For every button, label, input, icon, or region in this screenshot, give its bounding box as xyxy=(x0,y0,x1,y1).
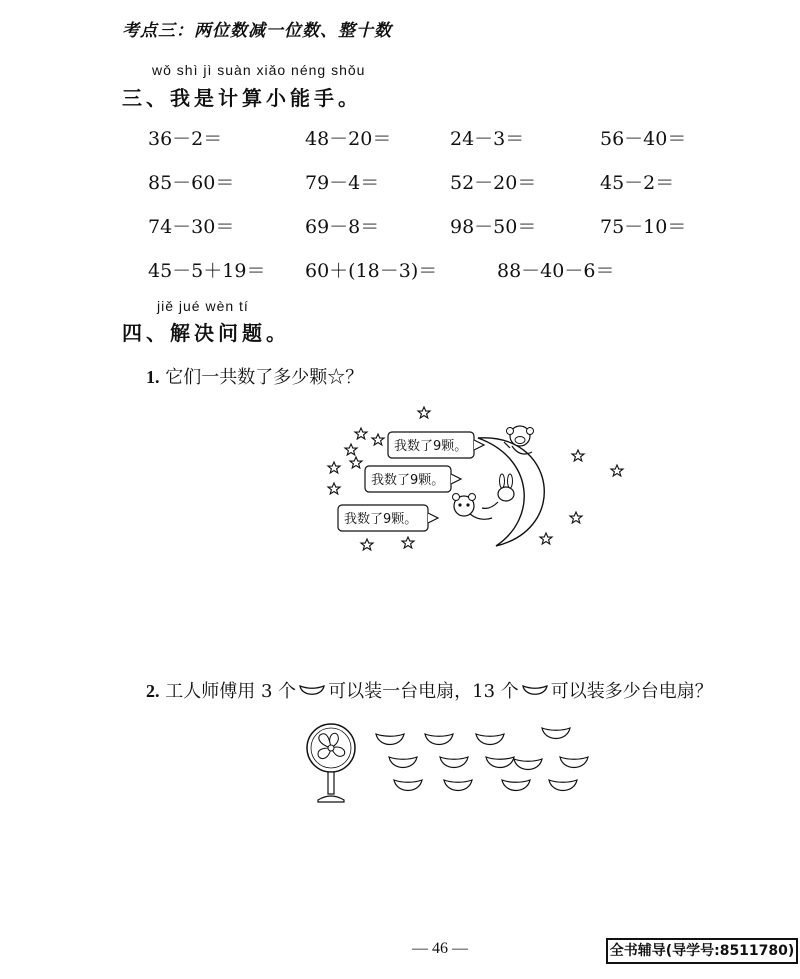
electric-fan-icon xyxy=(307,724,355,802)
equation: 69－8＝ xyxy=(305,216,380,238)
speech-bubble xyxy=(365,466,461,492)
question-text: 它们一共数了多少颗☆？ xyxy=(165,367,364,388)
fan-blade-icon xyxy=(394,780,422,791)
fan-blade-icon xyxy=(549,780,577,791)
equation: 74－30＝ xyxy=(148,216,235,238)
bear-icon xyxy=(453,494,493,520)
equation: 24－3＝ xyxy=(450,128,525,150)
rabbit-icon xyxy=(482,474,514,508)
fan-blade-icon xyxy=(440,757,468,768)
equation: 60＋(18－3)＝ xyxy=(305,260,438,282)
star-icon xyxy=(350,457,362,468)
question-text-part1: 工人师傅用 3 个 xyxy=(165,681,297,702)
question-2 xyxy=(146,677,713,703)
stars-moon-illustration xyxy=(320,398,640,558)
fan-blades-illustration xyxy=(296,720,616,810)
star-icon xyxy=(372,434,384,445)
page-number: — 46 — xyxy=(412,940,468,957)
star-icon xyxy=(402,537,414,548)
speech-bubble xyxy=(388,432,484,458)
fan-blade-icon xyxy=(476,734,504,745)
fan-blade-icon xyxy=(298,683,326,699)
equation: 36－2＝ xyxy=(148,128,223,150)
speech-bubble xyxy=(338,505,438,531)
equation: 75－10＝ xyxy=(600,216,687,238)
bubble-text: 我数了9颗。 xyxy=(344,512,418,527)
star-icon xyxy=(328,483,340,494)
question-number: 2. xyxy=(146,681,160,701)
equation: 85－60＝ xyxy=(148,172,235,194)
section-header: 考点三：两位数减一位数、整十数 xyxy=(122,21,392,41)
equation: 56－40＝ xyxy=(600,128,687,150)
bubble-text: 我数了9颗。 xyxy=(394,439,468,454)
equation: 79－4＝ xyxy=(305,172,380,194)
star-icon xyxy=(540,533,552,544)
equation: 48－20＝ xyxy=(305,128,392,150)
equation: 52－20＝ xyxy=(450,172,537,194)
fan-blade-icon xyxy=(521,683,549,699)
section3-title: 三、我是计算小能手。 xyxy=(122,86,362,110)
fan-blade-icon xyxy=(376,734,404,745)
fan-blade-icon xyxy=(502,780,530,791)
star-icon xyxy=(418,407,430,418)
equation: 45－5＋19＝ xyxy=(148,260,266,282)
bubble-text: 我数了9颗。 xyxy=(371,473,445,488)
star-icon xyxy=(572,450,584,461)
section3-pinyin: wǒ shì jì suàn xiǎo néng shǒu xyxy=(152,62,366,78)
fan-blade-icon xyxy=(514,759,542,770)
fan-blade-icon xyxy=(542,728,570,739)
question-text-part3: 可以装多少台电扇？ xyxy=(550,681,713,702)
star-icon xyxy=(328,462,340,473)
star-icon xyxy=(361,539,373,550)
star-icon xyxy=(355,428,367,439)
fan-blade-icon xyxy=(444,780,472,791)
equation: 45－2＝ xyxy=(600,172,675,194)
fan-blade-icon xyxy=(560,757,588,768)
fan-blade-icon xyxy=(425,734,453,745)
fan-blade-icon xyxy=(389,757,417,768)
equation: 98－50＝ xyxy=(450,216,537,238)
star-icon xyxy=(570,512,582,523)
star-icon xyxy=(345,444,357,455)
footer-guide-box: 全书辅导(导学号:8511780) xyxy=(606,938,798,964)
equation: 88－40－6＝ xyxy=(497,260,615,282)
fan-blade-icon xyxy=(486,757,514,768)
star-icon xyxy=(611,465,623,476)
question-1 xyxy=(146,363,363,389)
question-number: 1. xyxy=(146,367,160,387)
question-text-part2: 可以装一台电扇，13 个 xyxy=(328,681,519,702)
section4-title: 四、解决问题。 xyxy=(122,321,290,345)
section4-pinyin: jiě jué wèn tí xyxy=(157,298,249,314)
